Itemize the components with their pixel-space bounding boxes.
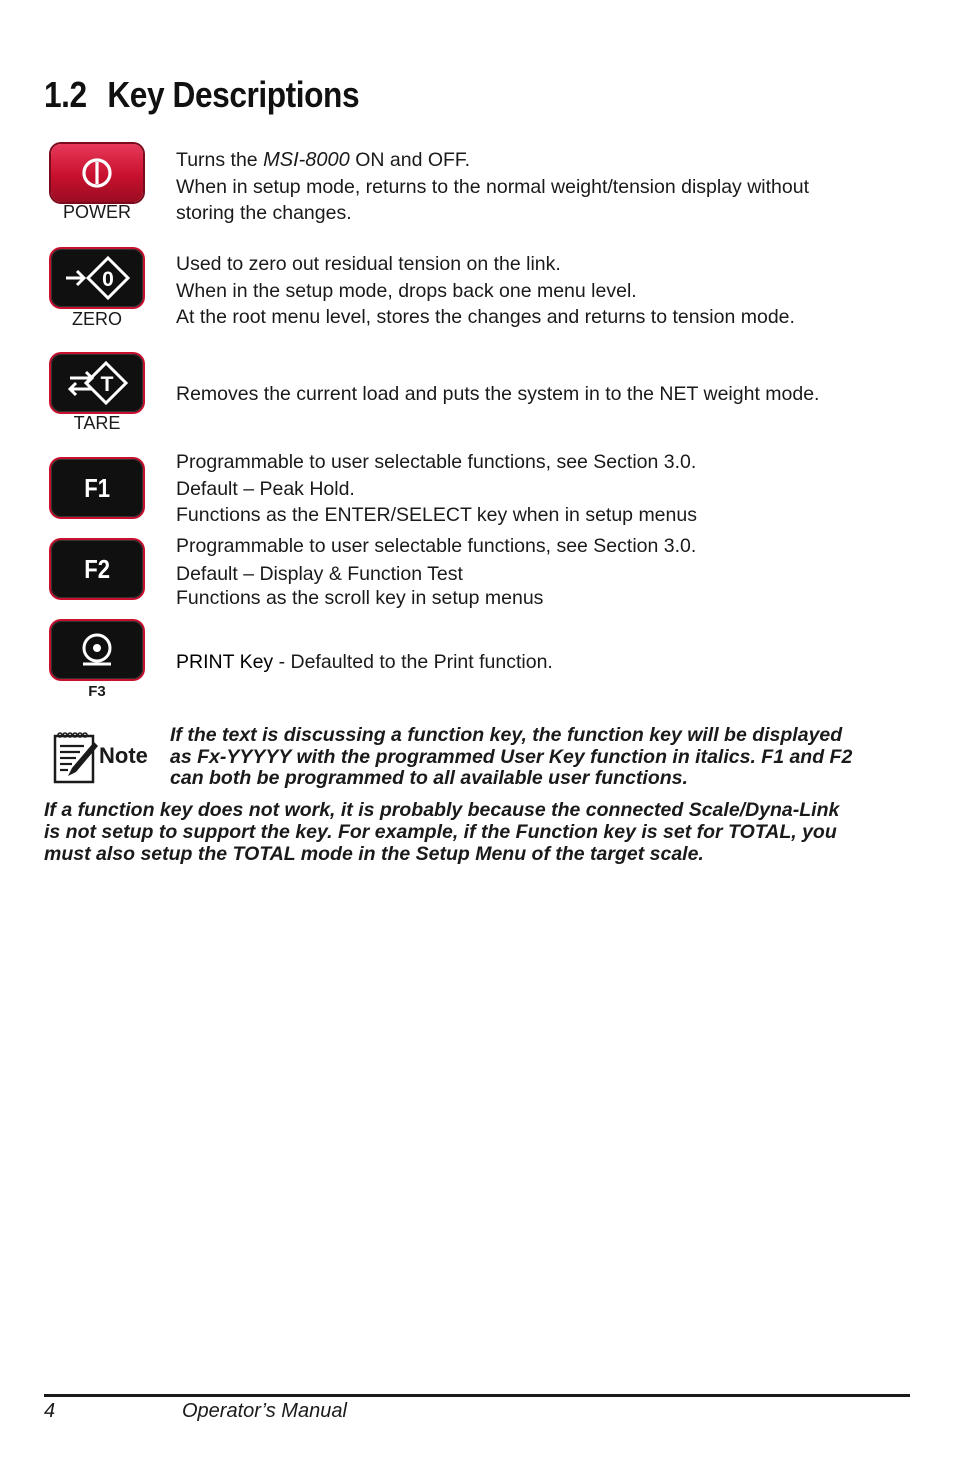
f1-description: Programmable to user selectable functions, see Section 3.0. Default – Peak Hold. Functions as the ENTER/SELECT key when in setup menus bbox=[176, 451, 697, 526]
section-heading bbox=[44, 74, 359, 116]
f2-key-icon: F2 bbox=[84, 553, 110, 584]
f1-key bbox=[51, 459, 143, 517]
note-label: Note bbox=[99, 743, 148, 768]
print-icon bbox=[77, 630, 117, 670]
print-description: PRINT Key - Defaulted to the Print function. bbox=[176, 651, 553, 673]
note-text: If the text is discussing a function key, the function key will be displayed as Fx-YYYYY with the programmed User Key function in italics. F1 and F2 can both be programmed to all available user functions. bbox=[170, 724, 853, 789]
power-key bbox=[51, 144, 143, 202]
zero-key bbox=[51, 249, 143, 307]
zero-key-label: ZERO bbox=[71, 309, 122, 329]
svg-text:0: 0 bbox=[102, 268, 114, 291]
section-number: 1.2 bbox=[44, 74, 87, 115]
zero-arrow-icon bbox=[62, 255, 132, 301]
note-pad-icon bbox=[52, 730, 152, 786]
tare-arrow-icon bbox=[62, 360, 132, 406]
page-number: 4 bbox=[44, 1400, 56, 1422]
function-key-paragraph: If a function key does not work, it is probably because the connected Scale/Dyna-Link is not setup to support the key. For example, if the Function key is set for TOTAL, you must also setup the TOTAL mode in the Setup Menu of the target scale. bbox=[44, 799, 840, 865]
f2-description: Programmable to user selectable functions, see Section 3.0. Default – Display & Function Test Functions as the scroll key in setup menus bbox=[176, 535, 697, 609]
tare-key-label: TARE bbox=[73, 413, 121, 433]
f3-key-label: F3 bbox=[88, 683, 106, 700]
power-icon bbox=[79, 155, 115, 191]
footer-rule bbox=[44, 1394, 910, 1397]
f2-key bbox=[51, 540, 143, 598]
tare-key bbox=[51, 354, 143, 412]
power-description: Turns the MSI-8000 ON and OFF. When in setup mode, returns to the normal weight/tension display without storing the changes. bbox=[176, 149, 810, 224]
f1-key-icon: F1 bbox=[84, 472, 110, 503]
zero-description: Used to zero out residual tension on the link. When in the setup mode, drops back one menu level. At the root menu level, stores the changes and returns to tension mode. bbox=[176, 253, 795, 328]
footer-title: Operator’s Manual bbox=[182, 1400, 347, 1422]
section-title: Key Descriptions bbox=[107, 74, 360, 115]
tare-description: Removes the current load and puts the system in to the NET weight mode. bbox=[176, 383, 820, 405]
power-key-label: POWER bbox=[62, 202, 131, 222]
svg-text:T: T bbox=[100, 373, 114, 396]
print-key bbox=[51, 621, 143, 679]
